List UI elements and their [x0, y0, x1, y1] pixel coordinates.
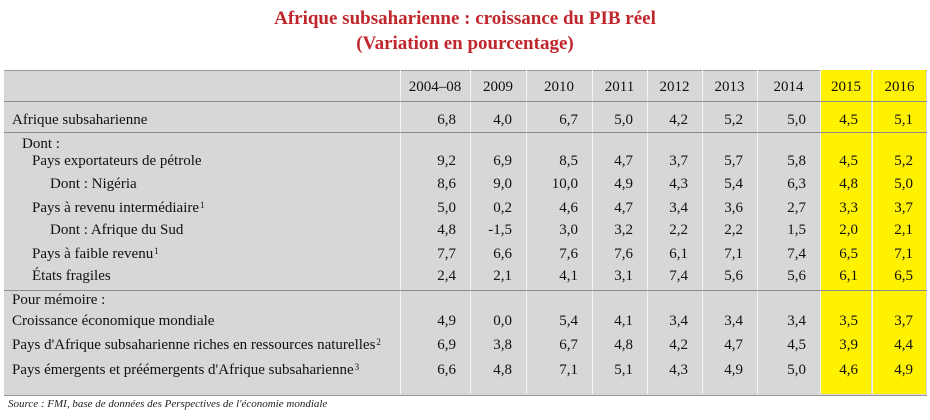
footnote-marker: 1 [200, 200, 205, 210]
table-cell: 4,9 [614, 176, 633, 192]
table-cell: 10,0 [551, 176, 578, 192]
table-cell: 4,7 [724, 337, 743, 353]
table-cell: 4,5 [787, 337, 806, 353]
table-cell: 7,1 [894, 246, 913, 262]
table-cell: 6,3 [787, 176, 806, 192]
table-cell: 3,3 [839, 200, 858, 216]
column-header-2011: 2011 [604, 79, 635, 95]
row-separator [4, 290, 927, 291]
table-cell: 6,6 [437, 362, 456, 378]
table-cell: 4,9 [894, 362, 913, 378]
table-cell: 8,6 [437, 176, 456, 192]
table-cell: 4,1 [559, 268, 578, 284]
table-cell: 3,7 [894, 200, 913, 216]
table-cell: 4,1 [614, 313, 633, 329]
table-cell: 7,4 [787, 246, 806, 262]
footnote-marker: 2 [376, 337, 381, 347]
table-cell: 5,6 [787, 268, 806, 284]
table-cell: 3,1 [614, 268, 633, 284]
column-header-2013: 2013 [714, 79, 745, 95]
table-cell: 5,0 [787, 362, 806, 378]
row-label [32, 244, 159, 264]
row-label [12, 360, 359, 380]
table-cell: 3,4 [669, 200, 688, 216]
table-cell: 2,1 [894, 222, 913, 238]
row-label-text: Pays à faible revenu [32, 246, 154, 262]
row-label-text: Pays émergents et préémergents d'Afrique subsaharienne [12, 362, 354, 378]
page-subtitle: (Variation en pourcentage) [356, 33, 574, 54]
row-label-text: Croissance économique mondiale [12, 313, 215, 329]
table-cell: 3,4 [669, 313, 688, 329]
table-cell: 0,0 [493, 313, 512, 329]
footnote-marker: 3 [354, 362, 360, 372]
table-cell: 5,0 [894, 176, 913, 192]
table-cell: 7,6 [559, 246, 578, 262]
row-separator [4, 101, 927, 102]
row-label-text: Pays d'Afrique subsaharienne riches en ressources naturelles [12, 337, 376, 353]
table-cell: 6,6 [493, 246, 512, 262]
table-cell: 4,2 [669, 337, 688, 353]
row-label-text: Pour mémoire : [12, 292, 106, 308]
table-cell: 2,2 [669, 222, 688, 238]
table-cell: 4,8 [614, 337, 633, 353]
table-cell: 3,7 [894, 313, 913, 329]
column-header-2016: 2016 [884, 79, 915, 95]
column-header-2010: 2010 [544, 79, 574, 95]
table-cell: 4,3 [669, 362, 688, 378]
table-cell: 5,4 [559, 313, 578, 329]
row-label [12, 311, 214, 331]
table-cell: 4,5 [839, 153, 858, 169]
table-cell: 4,8 [493, 362, 512, 378]
table-cell: 2,0 [839, 222, 858, 238]
row-label [12, 290, 105, 310]
table-cell: 4,6 [559, 200, 578, 216]
row-label [32, 266, 111, 286]
table-cell: 6,1 [669, 246, 688, 262]
table-cell: 4,9 [724, 362, 743, 378]
table-cell: 3,4 [787, 313, 806, 329]
row-label [50, 174, 137, 194]
table-cell: 8,5 [559, 153, 578, 169]
table-cell: 3,4 [724, 313, 743, 329]
table-cell: 6,7 [559, 112, 578, 128]
footnote-marker: 1 [154, 246, 159, 256]
table-cell: 6,8 [437, 112, 456, 128]
table-cell: 2,7 [787, 200, 806, 216]
column-header-2014: 2014 [773, 79, 804, 95]
table-cell: 3,0 [559, 222, 578, 238]
table-cell: 4,2 [669, 112, 688, 128]
column-header-2015: 2015 [831, 79, 861, 95]
table-cell: 5,2 [724, 112, 743, 128]
table-cell: 5,0 [437, 200, 456, 216]
table-cell: 5,0 [787, 112, 806, 128]
column-header-2012: 2012 [659, 79, 690, 95]
table-cell: 4,8 [437, 222, 456, 238]
row-separator [4, 132, 927, 133]
table-cell: 5,1 [894, 112, 913, 128]
table-cell: 5,7 [724, 153, 743, 169]
row-label [12, 110, 147, 130]
table-cell: 7,1 [724, 246, 743, 262]
row-label-text: Pays à revenu intermédiaire [32, 200, 200, 216]
row-label [50, 220, 183, 240]
row-label-text: Dont : Nigéria [50, 176, 137, 192]
table-cell: 7,7 [437, 246, 456, 262]
table-cell: 6,7 [559, 337, 578, 353]
table-cell: 4,7 [614, 200, 633, 216]
table-cell: 5,0 [614, 112, 633, 128]
table-cell: 7,1 [559, 362, 578, 378]
column-header-2009: 2009 [483, 79, 513, 95]
row-label [32, 151, 202, 171]
table-cell: -1,5 [488, 222, 512, 238]
table-cell: 3,7 [669, 153, 688, 169]
table-cell: 2,4 [437, 268, 456, 284]
table-cell: 2,2 [724, 222, 743, 238]
table-cell: 4,8 [839, 176, 858, 192]
page-title: Afrique subsaharienne : croissance du PIB réel [274, 8, 656, 29]
table-cell: 5,4 [724, 176, 743, 192]
table-cell: 7,4 [669, 268, 688, 284]
table-cell: 4,9 [437, 313, 456, 329]
table-cell: 3,9 [839, 337, 858, 353]
table-cell: 5,1 [614, 362, 633, 378]
table-cell: 7,6 [614, 246, 633, 262]
source-note: Source : FMI, base de données des Perspectives de l'économie mondiale [8, 398, 328, 410]
column-header-2004–08: 2004–08 [408, 79, 462, 95]
table-cell: 1,5 [787, 222, 806, 238]
table-cell: 6,9 [437, 337, 456, 353]
table-cell: 3,6 [724, 200, 743, 216]
table-cell: 9,0 [493, 176, 512, 192]
table-cell: 2,1 [493, 268, 512, 284]
row-label-text: Pays exportateurs de pétrole [32, 153, 202, 169]
table-cell: 4,4 [894, 337, 913, 353]
table-cell: 3,8 [493, 337, 512, 353]
table-cell: 6,9 [493, 153, 512, 169]
table-cell: 0,2 [493, 200, 512, 216]
table-cell: 5,2 [894, 153, 913, 169]
table-cell: 3,5 [839, 313, 858, 329]
table-cell: 4,0 [493, 112, 512, 128]
table-cell: 4,5 [839, 112, 858, 128]
table-cell: 4,7 [614, 153, 633, 169]
title-block [0, 6, 930, 56]
table-cell: 5,8 [787, 153, 806, 169]
row-label-text: Dont : [22, 136, 60, 152]
table-cell: 6,1 [839, 268, 858, 284]
row-label [12, 335, 381, 355]
table-cell: 6,5 [839, 246, 858, 262]
table-cell: 5,6 [724, 268, 743, 284]
table-cell: 3,2 [614, 222, 633, 238]
row-label-text: États fragiles [32, 268, 111, 284]
row-label [32, 198, 205, 218]
table-cell: 4,6 [839, 362, 858, 378]
row-label-text: Dont : Afrique du Sud [50, 222, 184, 238]
row-label-text: Afrique subsaharienne [12, 112, 148, 128]
table-cell: 4,3 [669, 176, 688, 192]
table-cell: 6,5 [894, 268, 913, 284]
table-cell: 9,2 [437, 153, 456, 169]
